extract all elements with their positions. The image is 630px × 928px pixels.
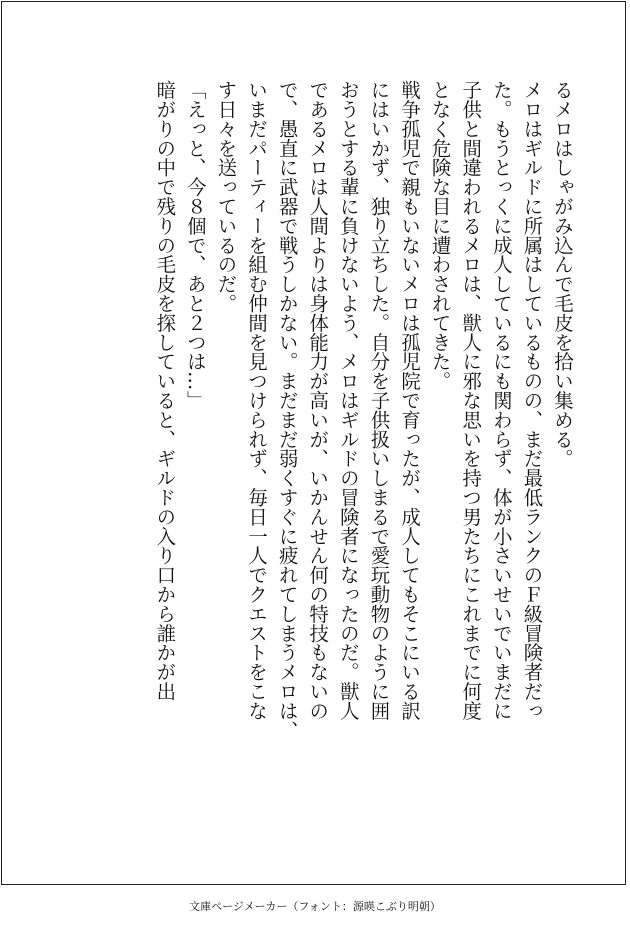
text-line: 戦争孤児で親もいないメロは孤児院で育ったが、成人してもそこにいる訳 <box>398 80 422 721</box>
text-line: となく危険な目に遭わされてきた。 <box>428 80 452 391</box>
text-line: であるメロは人間よりは身体能力が高いが、いかんせん何の特技もないの <box>306 80 330 721</box>
text-line: おうとする輩に負けないよう、メロはギルドの冒険者になったのだ。獣人 <box>336 80 360 721</box>
text-line: るメロはしゃがみ込んで毛皮を拾い集める。 <box>551 80 574 468</box>
text-line: にはいかず、独り立ちした。自分を子供扱いしまるで愛玩動物のように囲 <box>367 80 391 721</box>
footer-credit: 文庫ページメーカー（フォント：源暎こぶり明朝） <box>189 900 441 913</box>
text-line: た。もうとっくに成人しているにも関わらず、体が小さいせいでいまだに <box>489 80 513 721</box>
text-line: す日々を送っているのだ。 <box>214 80 238 313</box>
text-line: いまだパーティーを組む仲間を見つけられず、毎日一人でクエストをこな <box>245 80 269 721</box>
text-line: で、愚直に武器で戦うしかない。まだまだ弱くすぐに疲れてしまうメロは、 <box>275 80 299 740</box>
text-line: 「えっと、今８個で、あと２つは…」 <box>183 80 207 410</box>
text-line: 子供と間違われるメロは、獣人に邪な思いを持つ男たちにこれまでに何度 <box>459 80 483 721</box>
vertical-text-body <box>72 80 577 780</box>
text-line: メロはギルドに所属はしているものの、まだ最低ランクのＦ級冒険者だっ <box>520 80 544 721</box>
text-line: 暗がりの中で残りの毛皮を探していると、ギルドの入り口から誰かが出 <box>153 80 177 701</box>
page-frame <box>1 1 626 885</box>
